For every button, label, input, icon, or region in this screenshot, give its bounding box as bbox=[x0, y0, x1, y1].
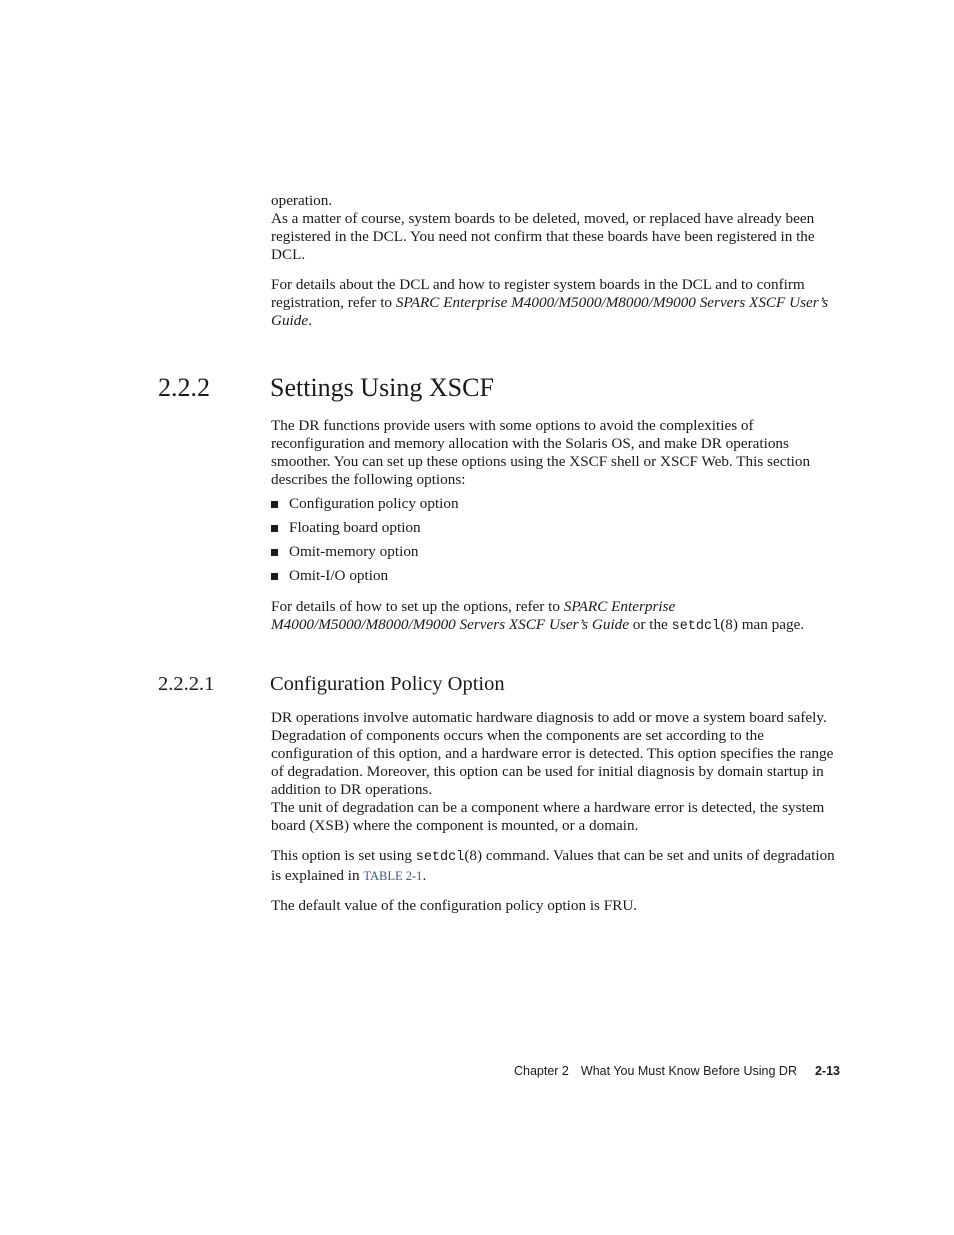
bullet-square-icon bbox=[271, 525, 278, 532]
subsection-paragraph-2: The unit of degradation can be a component where a hardware error is detected, the system board (XSB) where the component is mounted, or a domain. bbox=[271, 799, 825, 834]
intro-paragraph-1: As a matter of course, system boards to be deleted, moved, or replaced have already been registered in the DCL. You need not confirm that these boards have been registered in the DCL. bbox=[271, 210, 815, 263]
subsection-paragraph-4: The default value of the configuration policy option is FRU. bbox=[271, 897, 638, 914]
section-intro bbox=[271, 417, 841, 489]
subsection-number: 2.2.2.1 bbox=[158, 673, 215, 695]
intro-line: operation. bbox=[271, 192, 333, 209]
guide-title-reference: SPARC Enterprise M4000/M5000/M8000/M9000 Servers XSCF User’s Guide bbox=[271, 294, 829, 329]
page-footer bbox=[514, 1063, 840, 1079]
intro-paragraph-2: For details about the DCL and how to register system boards in the DCL and to confirm registration, refer to SPARC Enterprise M4000/M5000/M8000/M9000 Servers XSCF User’s Guide. bbox=[271, 276, 829, 329]
command-name: setdcl bbox=[415, 850, 465, 865]
subsection-paragraph-3: This option is set using setdcl(8) command. Values that can be set and units of degradation is explained in TABLE 2-1. bbox=[271, 847, 835, 884]
section-paragraph-1: The DR functions provide users with some options to avoid the complexities of reconfiguration and memory allocation with the Solaris OS, and make DR operations smoother. You can set up these options using the XSCF shell or XSCF Web. This section describes the following options: bbox=[271, 417, 811, 488]
list-item: Floating board option bbox=[271, 519, 831, 543]
footer-chapter-title: What You Must Know Before Using DR bbox=[580, 1064, 797, 1078]
command-name: setdcl bbox=[671, 619, 721, 634]
list-item: Omit-I/O option bbox=[271, 567, 831, 591]
list-item: Configuration policy option bbox=[271, 495, 831, 519]
bullet-square-icon bbox=[271, 501, 278, 508]
section-number: 2.2.2 bbox=[158, 373, 210, 402]
footer-chapter: Chapter 2 bbox=[513, 1064, 569, 1078]
bullet-square-icon bbox=[271, 573, 278, 580]
page-number: 2-13 bbox=[814, 1064, 840, 1078]
subsection-paragraph-1: DR operations involve automatic hardware diagnosis to add or move a system board safely. Degradation of components occurs when the components are set according to the configuration of this option, and a hardware error is detected. This option specifies the range of degradation. Moreover, this option can be used for initial diagnosis by domain startup in addition to DR operations. bbox=[271, 709, 834, 798]
intro-block bbox=[271, 192, 841, 330]
section-paragraph-2: For details of how to set up the options, refer to SPARC Enterprise M4000/M5000/M8000/M9000 Servers XSCF User’s Guide or the setdcl(8) man page. bbox=[271, 598, 805, 634]
list-item: Omit-memory option bbox=[271, 543, 831, 567]
subsection-body bbox=[271, 709, 841, 915]
section-title: Settings Using XSCF bbox=[270, 373, 494, 402]
guide-title-reference: SPARC Enterprise M4000/M5000/M8000/M9000 Servers XSCF User’s Guide bbox=[271, 598, 676, 633]
subsection-title: Configuration Policy Option bbox=[270, 673, 505, 695]
table-reference-link[interactable]: TABLE 2-1 bbox=[363, 869, 423, 883]
bullet-square-icon bbox=[271, 549, 278, 556]
options-list bbox=[271, 495, 831, 591]
